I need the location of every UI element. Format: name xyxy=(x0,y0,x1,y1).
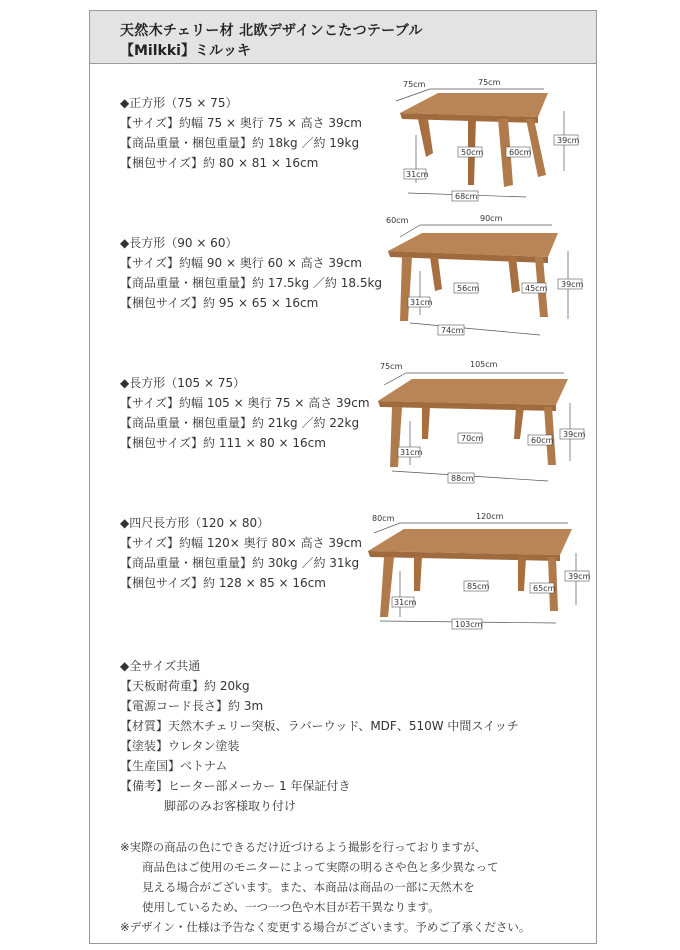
dim-inner-width: 50cm xyxy=(461,148,484,157)
spec-sheet xyxy=(89,10,597,944)
spec-weight: 【商品重量・梱包重量】約 21kg ／約 22kg xyxy=(120,416,360,430)
spec-size: 【サイズ】約幅 105 × 奥行 75 × 高さ 39cm xyxy=(120,396,370,410)
dim-inner-depth: 60cm xyxy=(509,148,532,157)
dim-leg-height: 31cm xyxy=(394,598,417,607)
dim-inner-width: 56cm xyxy=(457,284,480,293)
dim-width: 75cm xyxy=(478,78,501,87)
dim-bottom: 74cm xyxy=(441,326,464,335)
title-header xyxy=(90,11,596,64)
spec-package: 【梱包サイズ】約 111 × 80 × 16cm xyxy=(120,436,326,450)
dim-width: 90cm xyxy=(480,214,503,223)
product-spec-rect-90 xyxy=(120,233,382,313)
dim-inner-depth: 60cm xyxy=(531,436,554,445)
table-illustration xyxy=(380,211,590,341)
note-line: 見える場合がございます。また、本商品は商品の一部に天然木を xyxy=(142,880,475,894)
dim-height: 39cm xyxy=(563,430,586,439)
dim-height: 39cm xyxy=(557,136,580,145)
spec-title: ◆四尺長方形（120 × 80） xyxy=(120,516,270,530)
product-name: 【Milkki】ミルッキ xyxy=(120,43,251,59)
dim-depth: 75cm xyxy=(403,80,426,89)
cord-length: 【電源コード長さ】約 3m xyxy=(120,699,264,713)
spec-weight: 【商品重量・梱包重量】約 17.5kg ／約 18.5kg xyxy=(120,276,383,290)
spec-title: ◆長方形（105 × 75） xyxy=(120,376,246,390)
table-diagram-square xyxy=(378,75,588,210)
spec-weight: 【商品重量・梱包重量】約 18kg ／約 19kg xyxy=(120,136,360,150)
dim-inner-depth: 65cm xyxy=(533,584,556,593)
note-line: 商品色はご使用のモニターによって実際の明るさや色と多少異なって xyxy=(142,860,499,874)
product-spec-rect-105 xyxy=(120,373,370,453)
note-line: ※デザイン・仕様は予告なく変更する場合がございます。予めご了承ください。 xyxy=(120,920,531,934)
note-line: 使用しているため、一つ一つ色や木目が若干異なります。 xyxy=(142,900,440,914)
remarks-continued: 脚部のみお客様取り付け xyxy=(164,799,297,813)
dim-depth: 75cm xyxy=(380,362,403,371)
table-diagram-rect-105 xyxy=(370,355,590,485)
dim-height: 39cm xyxy=(561,280,584,289)
dim-bottom: 88cm xyxy=(451,474,474,483)
dim-width: 120cm xyxy=(476,512,504,521)
spec-weight: 【商品重量・梱包重量】約 30kg ／約 31kg xyxy=(120,556,360,570)
finish: 【塗装】ウレタン塗装 xyxy=(120,739,240,753)
note-line: ※実際の商品の色にできるだけ近づけるよう撮影を行っておりますが、 xyxy=(120,840,487,854)
product-title: 天然木チェリー材 北欧デザインこたつテーブル xyxy=(120,23,423,39)
dim-inner-depth: 45cm xyxy=(525,284,548,293)
origin: 【生産国】ベトナム xyxy=(120,759,228,773)
product-spec-square xyxy=(120,93,362,173)
table-illustration xyxy=(370,355,590,485)
dim-bottom: 103cm xyxy=(455,620,483,629)
load-capacity: 【天板耐荷重】約 20kg xyxy=(120,679,250,693)
dim-inner-width: 85cm xyxy=(467,582,490,591)
spec-package: 【梱包サイズ】約 95 × 65 × 16cm xyxy=(120,296,319,310)
dim-height: 39cm xyxy=(568,572,591,581)
disclaimer-notes xyxy=(120,837,530,937)
dim-leg-height: 31cm xyxy=(400,448,423,457)
material: 【材質】天然木チェリー突板、ラバーウッド、MDF、510W 中間スイッチ xyxy=(120,719,519,733)
spec-size: 【サイズ】約幅 75 × 奥行 75 × 高さ 39cm xyxy=(120,116,362,130)
dim-depth: 60cm xyxy=(386,216,409,225)
dim-width: 105cm xyxy=(470,360,498,369)
table-diagram-rect-120 xyxy=(366,507,590,637)
spec-size: 【サイズ】約幅 90 × 奥行 60 × 高さ 39cm xyxy=(120,256,362,270)
product-spec-rect-120 xyxy=(120,513,362,593)
table-illustration xyxy=(378,75,588,210)
spec-package: 【梱包サイズ】約 128 × 85 × 16cm xyxy=(120,576,326,590)
common-title: ◆全サイズ共通 xyxy=(120,659,201,673)
table-illustration xyxy=(366,507,590,637)
dim-depth: 80cm xyxy=(372,514,395,523)
dim-leg-height: 31cm xyxy=(410,298,433,307)
spec-package: 【梱包サイズ】約 80 × 81 × 16cm xyxy=(120,156,319,170)
spec-title: ◆長方形（90 × 60） xyxy=(120,236,238,250)
common-specs xyxy=(120,656,519,816)
dim-leg-height: 31cm xyxy=(406,170,429,179)
dim-inner-width: 70cm xyxy=(461,434,484,443)
spec-size: 【サイズ】約幅 120× 奥行 80× 高さ 39cm xyxy=(120,536,362,550)
dim-bottom: 68cm xyxy=(455,192,478,201)
table-diagram-rect-90 xyxy=(380,211,590,341)
spec-title: ◆正方形（75 × 75） xyxy=(120,96,238,110)
remarks: 【備考】ヒーター部メーカー 1 年保証付き xyxy=(120,779,351,793)
